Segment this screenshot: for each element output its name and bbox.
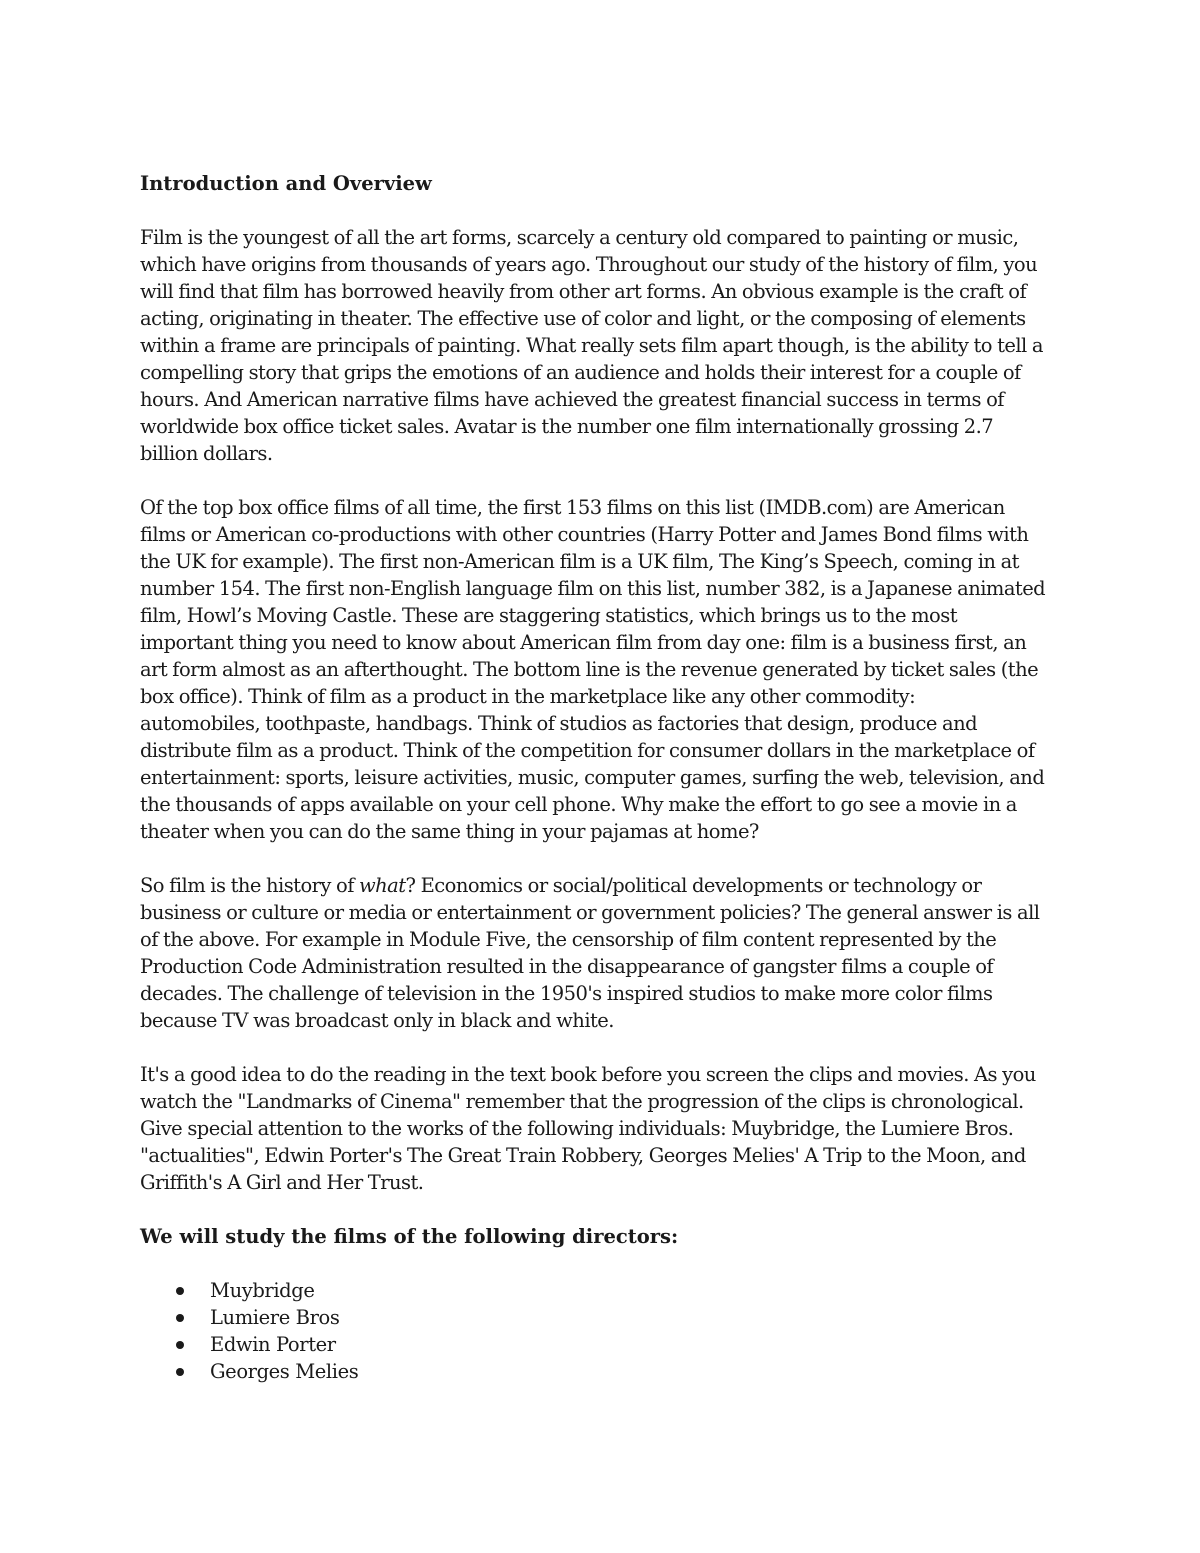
- text-line: will find that film has borrowed heavily from other art forms. An obvious example is the craft of: [140, 280, 1027, 303]
- list-item: [140, 1331, 1065, 1358]
- list-item-label: Georges Melies: [210, 1360, 359, 1383]
- text-segment: ? Economics or social/political developments or technology or: [405, 874, 982, 897]
- text-line: entertainment: sports, leisure activities, music, computer games, surfing the web, television, and: [140, 766, 1045, 789]
- text-line: within a frame are principals of painting. What really sets film apart though, is the ability to tell a: [140, 334, 1043, 357]
- emphasis-text: what: [359, 874, 406, 897]
- text-line: important thing you need to know about American film from day one: film is a business first, an: [140, 631, 1027, 654]
- text-line: distribute film as a product. Think of the competition for consumer dollars in the marketplace of: [140, 739, 1035, 762]
- text-line: Give special attention to the works of the following individuals: Muybridge, the Lumiere Bros.: [140, 1117, 1014, 1140]
- bullet-icon: [176, 1287, 184, 1295]
- text-line: the UK for example). The first non-American film is a UK film, The King’s Speech, coming in at: [140, 550, 1019, 573]
- list-item-label: Muybridge: [210, 1279, 315, 1302]
- paragraph-reading-advice: [140, 1061, 1065, 1196]
- text-line: decades. The challenge of television in the 1950's inspired studios to make more color films: [140, 982, 993, 1005]
- text-line: It's a good idea to do the reading in the text book before you screen the clips and movies. As you: [140, 1063, 1036, 1086]
- paragraph-intro: [140, 224, 1065, 467]
- text-line: business or culture or media or entertainment or government policies? The general answer is all: [140, 901, 1040, 924]
- document-page: [140, 170, 1065, 1385]
- text-line: hours. And American narrative films have achieved the greatest financial success in terms of: [140, 388, 1004, 411]
- text-line: Film is the youngest of all the art forms, scarcely a century old compared to painting or music,: [140, 226, 1019, 249]
- text-line: billion dollars.: [140, 442, 273, 465]
- bullet-icon: [176, 1314, 184, 1322]
- text-line: compelling story that grips the emotions of an audience and holds their interest for a couple of: [140, 361, 1021, 384]
- text-line: [140, 872, 1065, 899]
- text-line: automobiles, toothpaste, handbags. Think of studios as factories that design, produce and: [140, 712, 978, 735]
- list-item-label: Lumiere Bros: [210, 1306, 340, 1329]
- section-heading: Introduction and Overview: [140, 172, 432, 195]
- text-line: box office). Think of film as a product in the marketplace like any other commodity:: [140, 685, 916, 708]
- text-line: because TV was broadcast only in black and white.: [140, 1009, 614, 1032]
- text-line: the thousands of apps available on your cell phone. Why make the effort to go see a movie in a: [140, 793, 1017, 816]
- directors-list: [140, 1277, 1065, 1385]
- list-item: [140, 1277, 1065, 1304]
- bullet-icon: [176, 1368, 184, 1376]
- text-line: Production Code Administration resulted in the disappearance of gangster films a couple of: [140, 955, 994, 978]
- text-line: watch the "Landmarks of Cinema" remember that the progression of the clips is chronological.: [140, 1090, 1024, 1113]
- text-line: Of the top box office films of all time, the first 153 films on this list (IMDB.com) are American: [140, 496, 1005, 519]
- text-line: films or American co-productions with other countries (Harry Potter and James Bond films with: [140, 523, 1029, 546]
- directors-heading: We will study the films of the following directors:: [140, 1225, 679, 1248]
- text-line: of the above. For example in Module Five, the censorship of film content represented by the: [140, 928, 997, 951]
- text-line: film, Howl’s Moving Castle. These are staggering statistics, which brings us to the most: [140, 604, 957, 627]
- list-item-label: Edwin Porter: [210, 1333, 336, 1356]
- paragraph-box-office: [140, 494, 1065, 845]
- list-item: [140, 1304, 1065, 1331]
- text-line: which have origins from thousands of years ago. Throughout our study of the history of film, you: [140, 253, 1038, 276]
- text-segment: So film is the history of: [140, 874, 360, 897]
- text-line: "actualities", Edwin Porter's The Great Train Robbery, Georges Melies' A Trip to the Moon, and: [140, 1144, 1026, 1167]
- bullet-icon: [176, 1341, 184, 1349]
- text-line: art form almost as an afterthought. The bottom line is the revenue generated by ticket sales (the: [140, 658, 1039, 681]
- text-line: worldwide box office ticket sales. Avatar is the number one film internationally grossing 2.7: [140, 415, 994, 438]
- text-line: acting, originating in theater. The effective use of color and light, or the composing of elements: [140, 307, 1026, 330]
- paragraph-history-of-what: [140, 872, 1065, 1034]
- text-line: Griffith's A Girl and Her Trust.: [140, 1171, 424, 1194]
- text-line: theater when you can do the same thing in your pajamas at home?: [140, 820, 759, 843]
- list-item: [140, 1358, 1065, 1385]
- text-line: number 154. The first non-English language film on this list, number 382, is a Japanese animated: [140, 577, 1046, 600]
